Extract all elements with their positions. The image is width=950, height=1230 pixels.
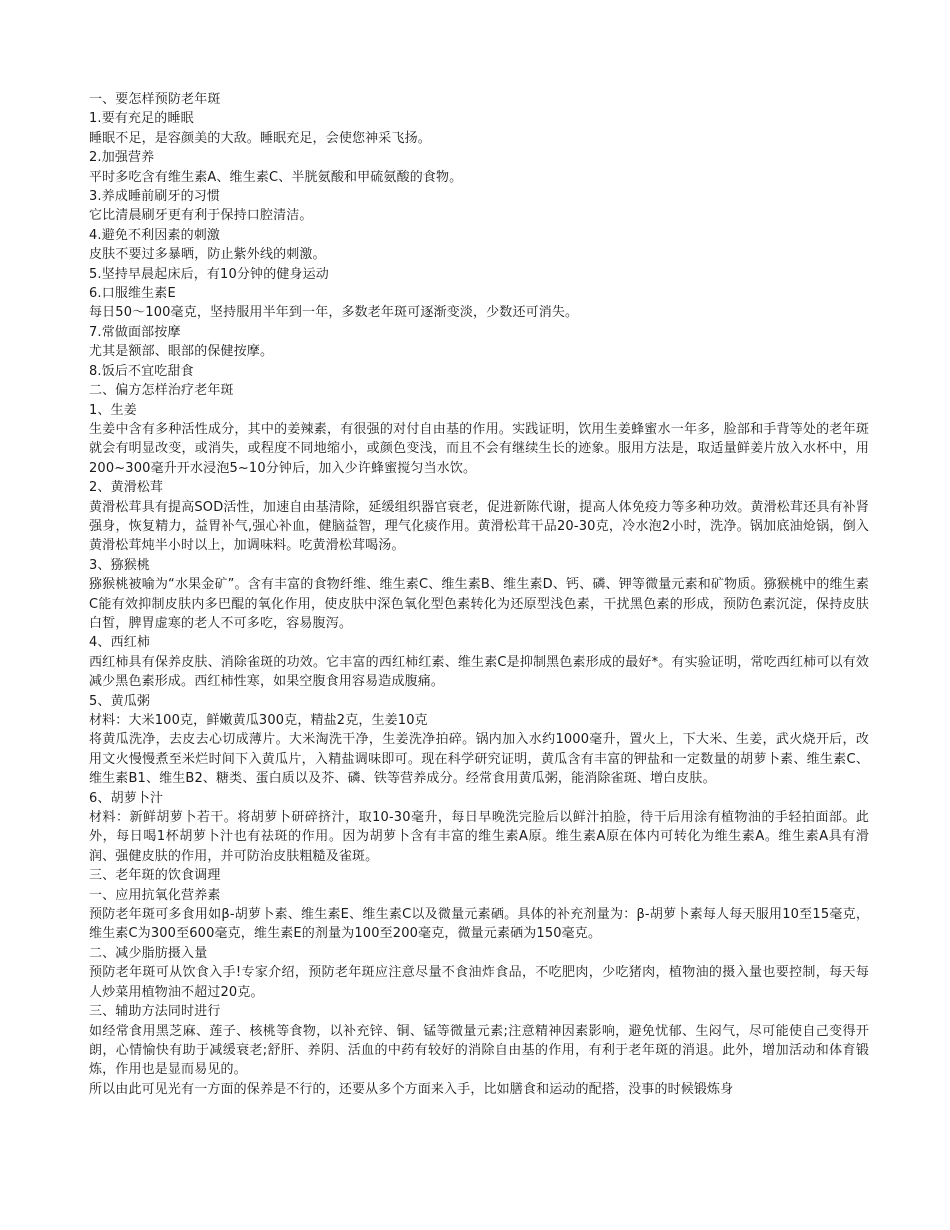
section-heading: 2、黄滑松茸 <box>89 480 164 496</box>
paragraph: 材料：新鲜胡萝卜若干。将胡萝卜研碎挤汁，取10-30毫升，每日早晚洗完脸后以鲜汁拍脸，待干后用涂有植物油的手轻拍面部。此外，每日喝1杯胡萝卜汁也有祛斑的作用。因为胡萝卜含有丰富的维生素A原。维生素A原在体内可转化为维生素A。维生素A具有滑润、强健皮肤的作用，并可防治皮肤粗糙及雀斑。 <box>89 810 869 864</box>
paragraph: 猕猴桃被喻为“水果金矿”。含有丰富的食物纤维、维生素C、维生素B、维生素D、钙、磷、钾等微量元素和矿物质。猕猴桃中的维生素C能有效抑制皮肤内多巴醌的氧化作用，使皮肤中深色氧化型色素转化为还原型浅色素，干扰黑色素的形成，预防色素沉淀，保持皮肤白皙，脾胃虚寒的老人不可多吃，容易腹泻。 <box>89 577 869 631</box>
paragraph: 它比清晨刷牙更有利于保持口腔清洁。 <box>89 208 313 224</box>
section-heading: 6.口服维生素E <box>89 286 176 302</box>
section-heading: 4、西红柿 <box>89 635 151 651</box>
paragraph: 睡眠不足，是容颜美的大敌。睡眠充足，会使您神采飞扬。 <box>89 130 431 146</box>
paragraph: 尤其是额部、眼部的保健按摩。 <box>89 344 274 360</box>
section-heading: 3.养成睡前刷牙的习惯 <box>89 189 221 205</box>
paragraph: 如经常食用黑芝麻、莲子、核桃等食物，以补充锌、铜、锰等微量元素;注意精神因素影响，避免忧郁、生闷气，尽可能使自己变得开朗，心情愉快有助于减缓衰老;舒肝、养阴、活血的中药有较好的消除自由基的作用，有利于老年斑的消退。此外，增加活动和体育锻炼，作用也是显而易见的。 <box>89 1023 869 1078</box>
paragraph: 预防老年斑可多食用如β-胡萝卜素、维生素E、维生素C以及微量元素硒。具体的补充剂量为：β-胡萝卜素每人每天服用10至15毫克，维生素C为300至600毫克，维生素E的剂量为100至200毫克，微量元素硒为150毫克。 <box>89 907 869 942</box>
paragraph: 所以由此可见光有一方面的保养是不行的，还要从多个方面来入手，比如膳食和运动的配搭，没事的时候锻炼身 <box>89 1081 734 1097</box>
section-heading: 3、猕猴桃 <box>89 557 151 573</box>
section-heading: 二、偏方怎样治疗老年斑 <box>89 383 234 399</box>
section-heading: 2.加强营养 <box>89 150 155 166</box>
paragraph: 黄滑松茸具有提高SOD活性，加速自由基清除，延缓组织器官衰老，促进新陈代谢，提高人体免疫力等多种功效。黄滑松茸还具有补肾强身，恢复精力，益胃补气,强心补血，健脑益智，理气化痰作用。黄滑松茸干品20-30克，冷水泡2小时，洗净。锅加底油炝锅，倒入黄滑松茸炖半小时以上，加调味料。吃黄滑松茸喝汤。 <box>89 499 869 554</box>
paragraph: 将黄瓜洗净，去皮去心切成薄片。大米淘洗干净，生姜洗净拍碎。锅内加入水约1000毫升，置火上，下大米、生姜，武火烧开后，改用文火慢慢煮至米烂时间下入黄瓜片，入精盐调味即可。现在科学研究证明，黄瓜含有丰富的钾盐和一定数量的胡萝卜素、维生素C、维生素B1、维生B2、糖类、蛋白质以及芥、磷、铁等营养成分。经常食用黄瓜粥，能消除雀斑、增白皮肤。 <box>89 732 869 787</box>
section-heading: 8.饭后不宜吃甜食 <box>89 363 194 379</box>
section-heading: 三、辅助方法同时进行 <box>89 1004 221 1020</box>
section-heading: 6、胡萝卜汁 <box>89 790 164 806</box>
section-heading: 三、老年斑的饮食调理 <box>89 868 221 884</box>
section-heading: 5、黄瓜粥 <box>89 693 151 709</box>
section-heading: 1、生姜 <box>89 402 137 418</box>
section-heading: 7.常做面部按摩 <box>89 324 181 340</box>
section-heading: 5.坚持早晨起床后，有10分钟的健身运动 <box>89 266 329 282</box>
paragraph: 皮肤不要过多暴晒，防止紫外线的刺激。 <box>89 247 326 263</box>
section-heading: 1.要有充足的睡眠 <box>89 111 194 127</box>
paragraph: 材料：大米100克，鲜嫩黄瓜300克，精盐2克，生姜10克 <box>89 713 428 728</box>
paragraph: 西红柿具有保养皮肤、消除雀斑的功效。它丰富的西红柿红素、维生素C是抑制黑色素形成的最好*。有实验证明，常吃西红柿可以有效减少黑色素形成。西红柿性寒，如果空腹食用容易造成腹痛。 <box>89 654 869 690</box>
document-body <box>89 90 869 1099</box>
paragraph: 预防老年斑可从饮食入手!专家介绍，预防老年斑应注意尽量不食油炸食品，不吃肥肉，少吃猪肉，植物油的摄入量也要控制，每天每人炒菜用植物油不超过20克。 <box>89 965 869 1000</box>
paragraph: 每日50～100毫克，坚持服用半年到一年，多数老年斑可逐渐变淡，少数还可消失。 <box>89 305 579 321</box>
paragraph: 平时多吃含有维生素A、维生素C、半胱氨酸和甲硫氨酸的食物。 <box>89 169 463 185</box>
section-heading: 一、应用抗氧化营养素 <box>89 887 221 903</box>
paragraph: 生姜中含有多种活性成分，其中的姜辣素，有很强的对付自由基的作用。实践证明，饮用生姜蜂蜜水一年多，脸部和手背等处的老年斑就会有明显改变，或消失，或程度不同地缩小，或颜色变浅，而且不会有继续生长的迹象。服用方法是，取适量鲜姜片放入水杯中，用200~300毫升开水浸泡5~10分钟后，加入少许蜂蜜搅匀当水饮。 <box>89 421 869 476</box>
section-heading: 4.避免不利因素的刺激 <box>89 227 221 243</box>
section-heading: 二、减少脂肪摄入量 <box>89 945 208 961</box>
section-heading: 一、要怎样预防老年斑 <box>89 92 221 107</box>
